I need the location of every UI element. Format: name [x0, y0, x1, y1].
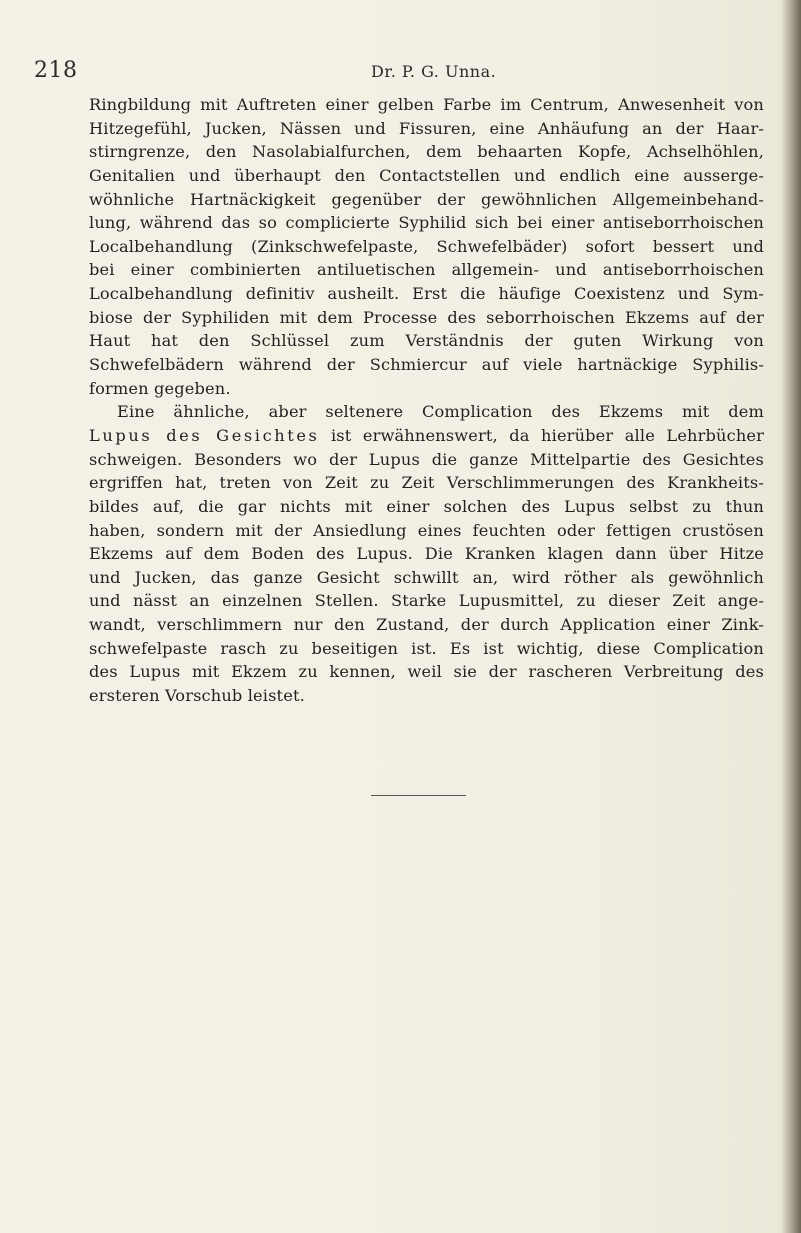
text-line: ersteren Vorschub leistet.	[89, 686, 305, 706]
text-line: wandt, verschlimmern nur den Zustand, der durch Application einer Zink-	[89, 615, 764, 635]
text-line: Schwefelbädern während der Schmiercur auf viele hartnäckige Syphilis-	[89, 355, 764, 375]
text-line: stirngrenze, den Nasolabialfurchen, dem behaarten Kopfe, Achselhöhlen,	[89, 142, 764, 162]
text-line: Ringbildung mit Auftreten einer gelben Farbe im Centrum, Anwesenheit von	[89, 95, 764, 114]
running-head: Dr. P. G. Unna.	[371, 62, 497, 81]
body-text	[89, 93, 764, 708]
text-line: Hitzegefühl, Jucken, Nässen und Fissuren, eine Anhäufung an der Haar-	[89, 118, 764, 138]
paragraph-1	[89, 93, 764, 400]
text-line: ergriffen hat, treten von Zeit zu Zeit Verschlimmerungen des Krankheits-	[89, 473, 764, 493]
text-line: biose der Syphiliden mit dem Processe des seborrhoischen Ekzems auf der	[89, 307, 764, 327]
text-line: schwefelpaste rasch zu beseitigen ist. Es ist wichtig, diese Complication	[89, 638, 764, 658]
text-line: haben, sondern mit der Ansiedlung eines feuchten oder fettigen crustösen	[89, 520, 764, 540]
page-number: 218	[34, 58, 78, 83]
text-line-with-spaced-heading	[89, 424, 764, 448]
text-segment: ist erwähnenswert, da hierüber alle Lehrbücher	[319, 425, 765, 445]
text-line: des Lupus mit Ekzem zu kennen, weil sie der rascheren Verbreitung des	[89, 662, 764, 682]
text-line: Eine ähnliche, aber seltenere Complication des Ekzems mit dem	[117, 402, 764, 422]
text-line: Ekzems auf dem Boden des Lupus. Die Kranken klagen dann über Hitze	[89, 544, 764, 564]
text-line: und nässt an einzelnen Stellen. Starke Lupusmittel, zu dieser Zeit ange-	[89, 591, 764, 611]
text-line: Haut hat den Schlüssel zum Verständnis der guten Wirkung von	[89, 331, 764, 351]
text-line: lung, während das so complicierte Syphilid sich bei einer antiseborrhoischen	[89, 213, 764, 233]
text-line: Localbehandlung definitiv ausheilt. Erst die häufige Coexistenz und Sym-	[89, 284, 764, 304]
text-line: bei einer combinierten antiluetischen allgemein- und antiseborrhoischen	[89, 260, 764, 280]
text-line: formen gegeben.	[89, 378, 231, 398]
text-line: und Jucken, das ganze Gesicht schwillt an, wird röther als gewöhnlich	[89, 567, 764, 587]
end-rule	[371, 795, 466, 796]
text-line: Localbehandlung (Zinkschwefelpaste, Schwefelbäder) sofort bessert und	[89, 236, 764, 256]
text-line: bildes auf, die gar nichts mit einer solchen des Lupus selbst zu thun	[89, 496, 764, 516]
spine-shadow	[781, 0, 801, 1233]
paragraph-2	[89, 400, 764, 707]
text-line: Genitalien und überhaupt den Contactstellen und endlich eine ausserge-	[89, 165, 764, 185]
text-line: schweigen. Besonders wo der Lupus die ganze Mittelpartie des Gesichtes	[89, 449, 764, 469]
spaced-emphasis: Lupus des Gesichtes	[89, 425, 320, 445]
text-line: wöhnliche Hartnäckigkeit gegenüber der gewöhnlichen Allgemeinbehand-	[89, 189, 764, 209]
